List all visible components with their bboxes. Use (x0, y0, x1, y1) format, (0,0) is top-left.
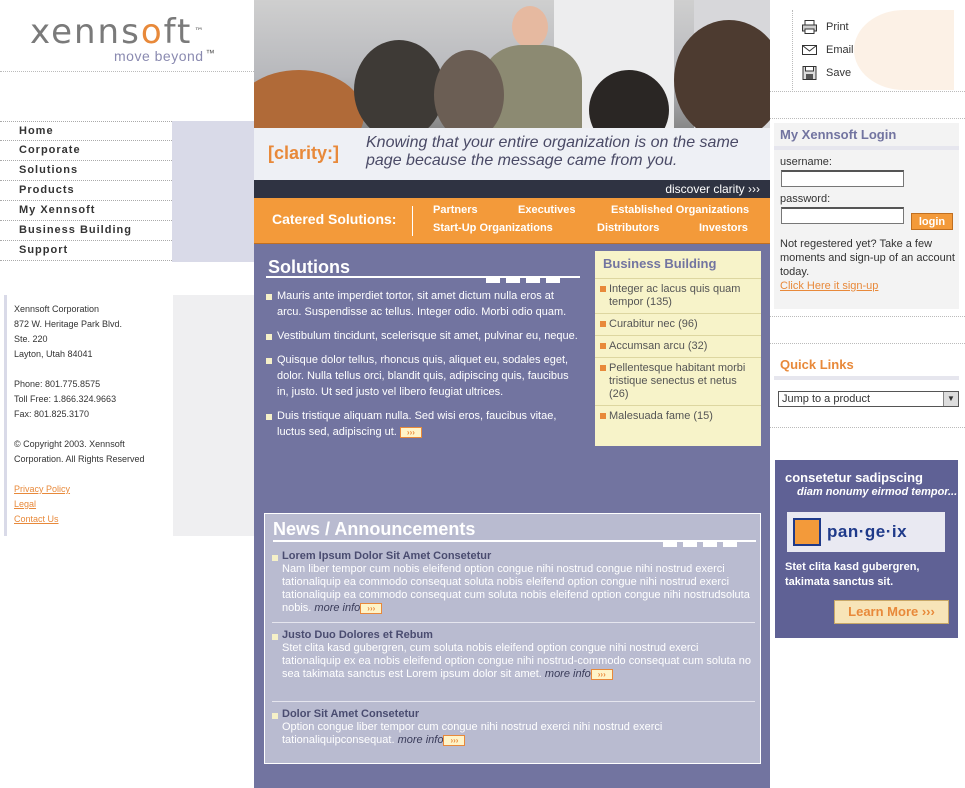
copyright-line: © Copyright 2003. Xennsoft (14, 439, 125, 449)
news-item (272, 629, 755, 681)
nav-item-home[interactable]: Home (0, 121, 172, 141)
quick-links-title: Quick Links (774, 353, 959, 380)
nav-item-business-building[interactable]: Business Building (0, 221, 172, 241)
cube-icon (793, 518, 821, 546)
ad-subhead: diam nonumy eirmod tempor... (797, 486, 958, 498)
news-headline[interactable]: Dolor Sit Amet Consetetur (282, 708, 420, 720)
logo-tagline: move beyond ™ (114, 48, 216, 64)
catered-link-startup-organizations[interactable]: Start-Up Organizations (433, 222, 553, 234)
toll-free: Toll Free: 1.866.324.9663 (14, 394, 117, 404)
username-label: username: (780, 156, 832, 168)
save-label: Save (826, 67, 852, 79)
save-tool[interactable] (802, 66, 851, 80)
divider (0, 71, 254, 72)
privacy-policy-link[interactable]: Privacy Policy (14, 484, 71, 494)
contact-info (4, 295, 173, 536)
business-building-item[interactable]: Accumsan arcu (32) (595, 335, 761, 357)
news-body: Option congue liber tempor cum congue nihi nostrud exerci nihi nostrud exerci tationaliquipconsequat. more info ››› (282, 721, 663, 746)
business-building-item[interactable]: Integer ac lacus quis quam tempor (135) (595, 278, 761, 313)
nav-item-corporate[interactable]: Corporate (0, 141, 172, 161)
hero-photo (254, 0, 770, 128)
news-announcements-panel (264, 513, 761, 764)
chevron-down-icon[interactable]: ▼ (943, 392, 958, 406)
printer-icon (802, 20, 817, 34)
ad-headline: consetetur sadipscing (785, 470, 923, 485)
learn-more-button[interactable]: Learn More ››› (834, 600, 949, 624)
presenter-head (512, 6, 548, 48)
list-item: Mauris ante imperdiet tortor, sit amet dictum nulla eros at arcu. Suspendisse ac tellus. Integer odio. Morbi odio quam. (266, 288, 580, 320)
nav-item-solutions[interactable]: Solutions (0, 161, 172, 181)
login-title: My Xennsoft Login (774, 123, 959, 150)
main-content (254, 0, 770, 788)
nav-item-my-xennsoft[interactable]: My Xennsoft (0, 201, 172, 221)
more-arrow-icon[interactable]: ››› (591, 669, 613, 680)
catered-link-distributors[interactable]: Distributors (597, 222, 660, 234)
username-input[interactable] (781, 170, 904, 187)
catered-link-partners[interactable]: Partners (433, 204, 478, 216)
legal-link[interactable]: Legal (14, 499, 37, 509)
product-jump-select[interactable]: Jump to a product ▼ (778, 391, 959, 407)
business-building-box (595, 251, 761, 446)
more-arrow-icon[interactable]: ››› (400, 427, 422, 438)
main-nav (0, 121, 172, 261)
divider (273, 540, 756, 542)
list-item: Vestibulum tincidunt, scelerisque sit amet, pulvinar eu, neque. (266, 328, 580, 344)
pangeix-ad[interactable] (775, 460, 958, 638)
catered-link-executives[interactable]: Executives (518, 204, 576, 216)
list-item: Quisque dolor tellus, rhoncus quis, aliquet eu, sodales eget, dolor. Nulla tellus orci, blandit quis, adipiscing quis, faucibus in, justo. Ut sed justo vel libero feugiat ultrices. (266, 352, 580, 400)
business-building-item[interactable]: Curabitur nec (96) (595, 313, 761, 335)
news-headline[interactable]: Justo Duo Dolores et Rebum (282, 629, 433, 641)
login-button[interactable]: login (911, 213, 953, 230)
logo-wordmark: xennsoft ™ (30, 12, 206, 52)
email-label: Email (826, 44, 854, 56)
address-line: 872 W. Heritage Park Blvd. (14, 319, 123, 329)
catered-link-established-organizations[interactable]: Established Organizations (611, 204, 750, 216)
contact-us-link[interactable]: Contact Us (14, 514, 59, 524)
copyright-line: Corporation. All Rights Reserved (14, 454, 145, 464)
address-city: Layton, Utah 84041 (14, 349, 93, 359)
envelope-icon (802, 43, 817, 57)
news-headline[interactable]: Lorem Ipsum Dolor Sit Amet Consetetur (282, 550, 492, 562)
nav-item-products[interactable]: Products (0, 181, 172, 201)
audience-head (354, 40, 444, 128)
list-item: Duis tristique aliquam nulla. Sed wisi eros, faucibus vitae, luctus sed, adipiscing ut. ››› (266, 408, 580, 440)
business-building-item[interactable]: Malesuada fame (15) (595, 405, 761, 427)
fax: Fax: 801.825.3170 (14, 409, 90, 419)
page-tools (792, 10, 965, 90)
disk-icon (802, 66, 817, 80)
business-building-title: Business Building (603, 256, 717, 271)
clarity-message: Knowing that your entire organization is on the same page because the message came from you. (366, 134, 739, 169)
clarity-tag: [clarity:] (268, 143, 340, 163)
news-item (272, 708, 755, 747)
password-label: password: (780, 193, 831, 205)
quick-links (774, 353, 959, 413)
nav-item-support[interactable]: Support (0, 241, 172, 261)
email-tool[interactable] (802, 43, 854, 57)
signup-note: Not regestered yet? Take a few moments and sign-up of an account today. Click Here it sign-up (780, 238, 955, 292)
contact-panel (4, 295, 254, 536)
catered-link-investors[interactable]: Investors (699, 222, 748, 234)
news-title: News / Announcements (273, 519, 476, 539)
news-body: Nam liber tempor cum nobis eleifend option congue nihi nostrud congue nihi nostrud exerci tationaliquip ea commodo consequat soluta nobis eleifend option congue nihi nostrud exerci tationaliquip ea commodo consequat cum soluta nobis eleifend option congue nihi nostrudsoluta nobis. more info ››› (282, 563, 750, 614)
solutions-list (266, 288, 580, 448)
business-building-item[interactable]: Pellentesque habitant morbi tristique senectus et netus (26) (595, 357, 761, 405)
more-arrow-icon[interactable]: ››› (443, 735, 465, 746)
news-body: Stet clita kasd gubergren, cum soluta nobis eleifend option congue nihi nostrud exerci tationaliquip ex ea nobis eleifend option congue nihi nostrud-commodo consequat cum soluta no sea takimata sanctus est Lorem ipsum dolor sit amet. more info ››› (282, 642, 752, 680)
catered-solutions-bar (254, 198, 770, 244)
audience-head (254, 70, 364, 128)
more-info-link[interactable]: more info (544, 668, 591, 680)
right-column (770, 0, 965, 788)
more-info-link[interactable]: more info (397, 734, 444, 746)
divider (266, 276, 580, 278)
more-arrow-icon[interactable]: ››› (360, 603, 382, 614)
print-label: Print (826, 21, 849, 33)
catered-solutions-title: Catered Solutions: (272, 211, 397, 227)
login-box (774, 123, 959, 309)
audience-head (674, 20, 770, 128)
logo[interactable] (30, 12, 216, 64)
phone: Phone: 801.775.8575 (14, 379, 101, 389)
left-column (0, 0, 254, 788)
discover-clarity-link[interactable]: discover clarity ››› (254, 180, 770, 198)
address-suite: Ste. 220 (14, 334, 48, 344)
clarity-banner (254, 128, 770, 180)
news-item (272, 550, 755, 615)
ad-body: Stet clita kasd gubergren, takimata sanctus sit. (785, 561, 920, 588)
solutions-title: Solutions (268, 257, 350, 277)
print-tool[interactable] (802, 20, 849, 34)
more-info-link[interactable]: more info (314, 602, 361, 614)
password-input[interactable] (781, 207, 904, 224)
nav-side-panel (172, 121, 254, 262)
company-name: Xennsoft Corporation (14, 304, 100, 314)
pangeix-logo: pan·ge·ix (787, 512, 945, 552)
signup-link[interactable]: Click Here it sign-up (780, 280, 879, 292)
